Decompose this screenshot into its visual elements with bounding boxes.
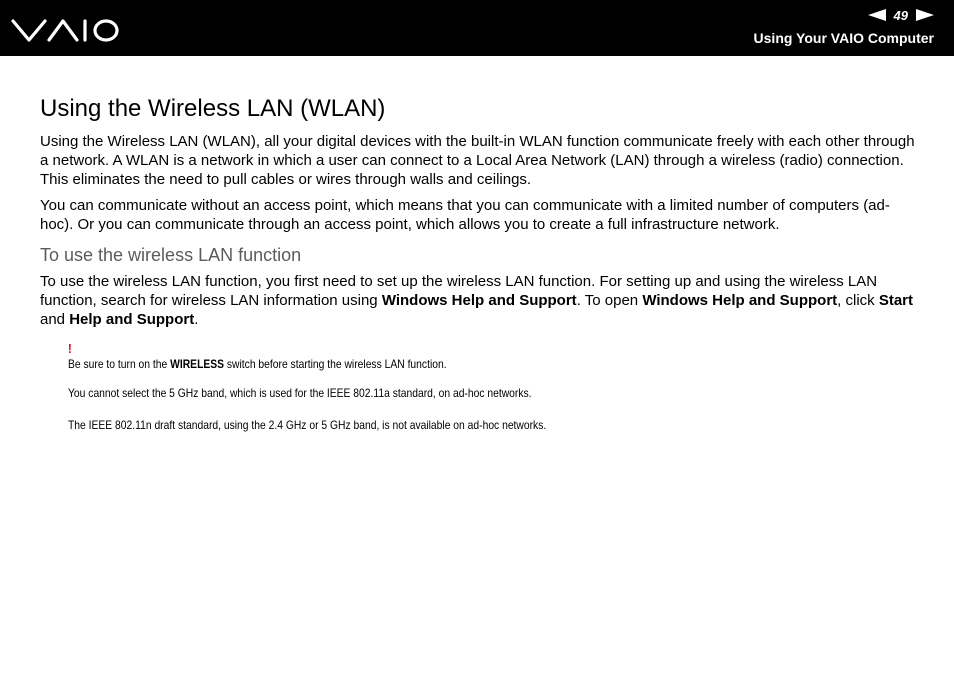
intro-paragraph-1: Using the Wireless LAN (WLAN), all your digital devices with the built-in WLAN function communicate freely with each other through a network. A WLAN is a network in which a user can connect to a Local Area Network (LAN) through a wireless (radio) connection. This eliminates the need to pull cables or wires through walls and ceilings. bbox=[40, 133, 915, 188]
start-term: Start bbox=[878, 292, 914, 309]
windows-help-support-term: Windows Help and Support bbox=[642, 292, 838, 309]
page-content bbox=[40, 94, 920, 433]
page-title: Using the Wireless LAN (WLAN) bbox=[40, 95, 386, 122]
note-3: The IEEE 802.11n draft standard, using the 2.4 GHz or 5 GHz band, is not available on ad-hoc networks. bbox=[68, 418, 547, 432]
notes-section bbox=[68, 342, 687, 433]
instructions-paragraph: To use the wireless LAN function, you first need to set up the wireless LAN function. For setting up and using the wireless LAN function, search for wireless LAN information using Windows Help and Support. To open Windows Help and Support, click Start and Help and Support. bbox=[40, 273, 914, 328]
page-header bbox=[0, 0, 954, 56]
section-title: Using Your VAIO Computer bbox=[753, 30, 934, 46]
procedure-heading: To use the wireless LAN function bbox=[40, 245, 302, 265]
page-navigation bbox=[868, 7, 934, 23]
previous-page-icon[interactable] bbox=[868, 9, 886, 21]
wireless-switch-term: WIRELESS bbox=[170, 357, 225, 371]
windows-help-support-term: Windows Help and Support bbox=[381, 292, 577, 309]
caution-icon: ! bbox=[68, 341, 72, 356]
note-2: You cannot select the 5 GHz band, which is used for the IEEE 802.11a standard, on ad-hoc networks. bbox=[68, 386, 532, 400]
page-number: 49 bbox=[893, 7, 908, 23]
intro-paragraph-2: You can communicate without an access point, which means that you can communicate with a limited number of computers (ad-hoc). Or you can communicate through an access point, which allows you to create a full infrastructure network. bbox=[40, 197, 890, 233]
next-page-icon[interactable] bbox=[916, 9, 934, 21]
vaio-logo bbox=[11, 14, 121, 44]
help-and-support-term: Help and Support bbox=[69, 311, 195, 328]
note-1: Be sure to turn on the WIRELESS switch before starting the wireless LAN function. bbox=[68, 357, 447, 371]
